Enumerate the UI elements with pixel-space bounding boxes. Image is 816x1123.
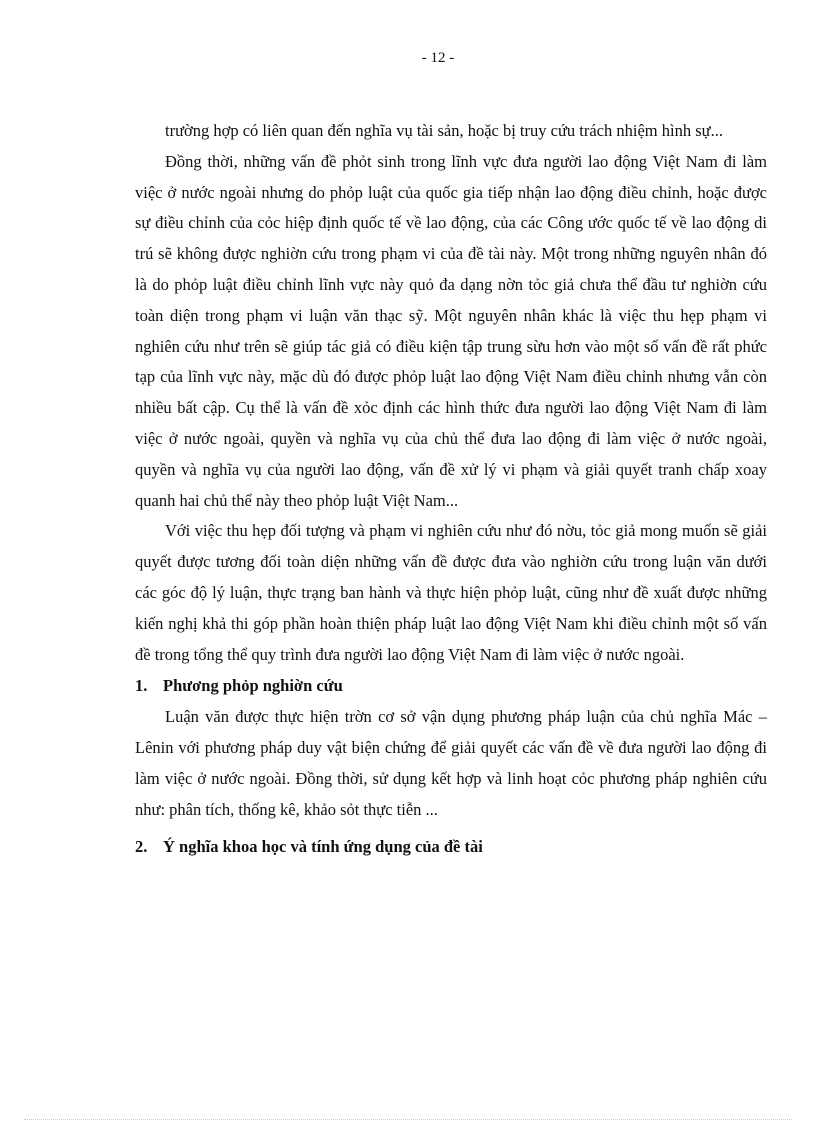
section-number: 1. xyxy=(135,676,148,696)
paragraph-scope: Đồng thời, những vấn đề phỏt sinh trong lĩnh vực đưa người lao động Việt Nam đi làm việc ở nước ngoài nhưng do phỏp luật của quốc gia tiếp nhận lao động điều chỉnh, hoặc được sự điều chỉnh của cỏc hiệp định quốc tế về lao động, của các Công ước quốc tế về lao động di trú sẽ không được nghiờn cứu trong phạm vi của đề tài này. Một trong những nguyên nhân đó là do phỏp luật điều chỉnh lĩnh vực này quỏ đa dạng nờn tỏc giả chưa thể đầu tư nghiờn cứu toàn diện trong phạm vi luận văn thạc sỹ. Một nguyên nhân khác là việc thu hẹp phạm vi nghiên cứu như trên sẽ giúp tác giả có điều kiện tập trung sừu hơn vào một số vấn đề rất phức tạp của lĩnh vực này, mặc dù đó được phỏp luật lao động Việt Nam điều chỉnh nhưng vẫn còn nhiều bất cập. Cụ thể là vấn đề xỏc định các hình thức đưa người lao động Việt Nam đi làm việc ở nước ngoài, quyền và nghĩa vụ của chủ thể đưa lao động đi làm việc ở nước ngoài, quyền và nghĩa vụ của người lao động, vấn đề xử lý vi phạm và giải quyết tranh chấp xoay quanh hai chủ thể này theo phỏp luật Việt Nam... xyxy=(135,151,767,510)
section-number: 2. xyxy=(135,837,148,857)
paragraph-continuation: trường hợp có liên quan đến nghĩa vụ tài sản, hoặc bị truy cứu trách nhiệm hình sự... xyxy=(165,121,723,140)
page-bottom-border xyxy=(24,1119,792,1120)
page-number: - 12 - xyxy=(421,50,455,66)
section-title: Phương phỏp nghiờn cứu xyxy=(163,676,343,696)
section-heading-methods xyxy=(135,670,767,702)
paragraph-objectives: Với việc thu hẹp đối tượng và phạm vi nghiên cứu như đó nờu, tỏc giả mong muốn sẽ giải quyết được tương đối toàn diện những vấn đề được đưa vào nghiờn cứu trong luận văn dưới các góc độ lý luận, thực trạng ban hành và thực hiện phỏp luật, cũng như đề xuất được những kiến nghị khả thi góp phần hoàn thiện pháp luật lao động Việt Nam khi điều chỉnh một số vấn đề trong tổng thể quy trình đưa người lao động Việt Nam đi làm việc ở nước ngoài. xyxy=(135,521,767,664)
paragraph-methods: Luận văn được thực hiện trờn cơ sở vận dụng phương pháp luận của chủ nghĩa Mác – Lênin với phương pháp duy vật biện chứng để giải quyết các vấn đề về đưa người lao động đi làm việc ở nước ngoài. Đồng thời, sử dụng kết hợp và linh hoạt cỏc phương pháp nghiên cứu như: phân tích, thống kê, khảo sỏt thực tiễn ... xyxy=(135,707,767,819)
document-body xyxy=(135,116,767,863)
section-title: Ý nghĩa khoa học và tính ứng dụng của đề tài xyxy=(163,837,483,857)
section-heading-significance xyxy=(135,831,767,863)
